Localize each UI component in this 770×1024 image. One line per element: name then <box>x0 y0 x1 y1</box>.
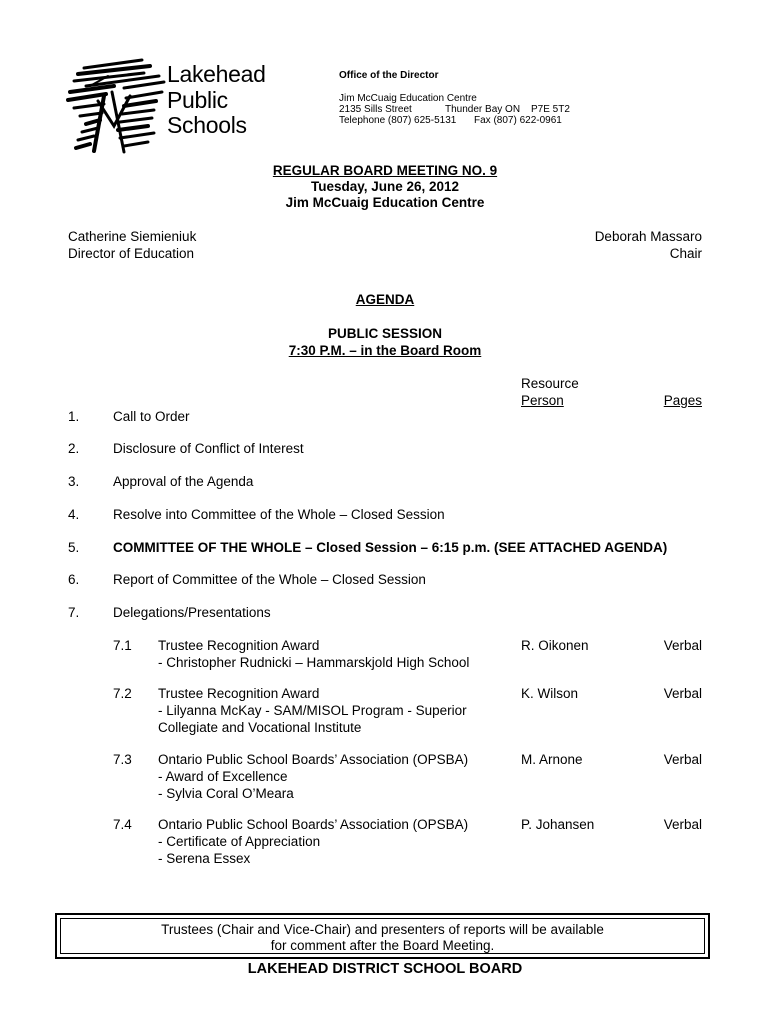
item-number: 3. <box>68 474 80 489</box>
subitem-person: R. Oikonen <box>521 638 589 653</box>
director-name: Catherine Siemieniuk <box>68 229 197 244</box>
item-number: 2. <box>68 441 80 456</box>
subitem-line: Ontario Public School Boards’ Association (OPSBA) <box>158 817 469 832</box>
resource-header: Resource <box>521 376 579 391</box>
subitem-line: - Serena Essex <box>158 851 251 866</box>
item-number: 4. <box>68 507 80 522</box>
item-text: Approval of the Agenda <box>113 474 254 489</box>
subitem-pages: Verbal <box>663 686 702 701</box>
street: 2135 Sills Street <box>339 104 412 115</box>
subitem-line: - Sylvia Coral O’Meara <box>158 786 294 801</box>
meeting-location: Jim McCuaig Education Centre <box>285 195 485 210</box>
notice-line: Trustees (Chair and Vice-Chair) and presenters of reports will be available <box>161 922 604 937</box>
logo-line: Schools <box>167 112 247 138</box>
notice-box <box>55 913 710 959</box>
subitem-line: Trustee Recognition Award <box>158 638 320 653</box>
item-text: Call to Order <box>113 409 190 424</box>
subitem-number: 7.1 <box>113 638 132 653</box>
meeting-title: REGULAR BOARD MEETING NO. 9 <box>272 163 498 178</box>
session-time: 7:30 P.M. – in the Board Room <box>288 343 482 358</box>
subitem-text <box>158 751 498 802</box>
notice-line: for comment after the Board Meeting. <box>270 938 495 953</box>
chair-block <box>595 228 702 262</box>
subitem-line: Collegiate and Vocational Institute <box>158 720 362 735</box>
item-number: 6. <box>68 572 80 587</box>
star-brush-logo-icon <box>64 56 169 158</box>
fax: Fax (807) 622-0961 <box>474 115 562 126</box>
subitem-person: M. Arnone <box>521 752 583 767</box>
item-text: Report of Committee of the Whole – Closed Session <box>113 572 426 587</box>
director-block <box>68 228 196 262</box>
subitem-line: - Certificate of Appreciation <box>158 834 321 849</box>
subitem-pages: Verbal <box>663 817 702 832</box>
subitem-number: 7.4 <box>113 817 132 832</box>
session-name: PUBLIC SESSION <box>327 326 443 341</box>
office-address-block <box>339 70 570 126</box>
school-board-logo <box>64 56 274 158</box>
subitem-pages: Verbal <box>663 752 702 767</box>
subitem-line: Ontario Public School Boards’ Association (OPSBA) <box>158 752 469 767</box>
logo-wordmark <box>167 62 266 139</box>
item-text: Disclosure of Conflict of Interest <box>113 441 304 456</box>
contact-row <box>339 115 570 126</box>
postal-code: P7E 5T2 <box>531 104 570 115</box>
pages-header: Pages <box>663 393 702 408</box>
item-number: 5. <box>68 540 80 555</box>
item-number: 1. <box>68 409 80 424</box>
logo-line: Public <box>167 86 228 113</box>
telephone: Telephone (807) 625-5131 <box>339 115 457 126</box>
subitem-text <box>158 637 498 671</box>
footer-board-name: LAKEHEAD DISTRICT SCHOOL BOARD <box>247 961 523 977</box>
resource-person-header <box>521 375 579 409</box>
subitem-number: 7.2 <box>113 686 132 701</box>
chair-role: Chair <box>669 246 702 261</box>
item-text: COMMITTEE OF THE WHOLE – Closed Session – 6:15 p.m. (SEE ATTACHED AGENDA) <box>113 540 668 555</box>
subitem-person: K. Wilson <box>521 686 579 701</box>
subitem-line: - Award of Excellence <box>158 769 288 784</box>
address-name: Jim McCuaig Education Centre <box>339 93 477 104</box>
logo-line: Lakehead <box>167 61 266 87</box>
meeting-title-block <box>0 163 770 211</box>
subitem-line: - Christopher Rudnicki – Hammarskjold High School <box>158 655 470 670</box>
session-heading <box>0 325 770 359</box>
agenda-heading-text: AGENDA <box>355 292 415 307</box>
subitem-text <box>158 816 498 867</box>
address-street-row <box>339 104 570 115</box>
city: Thunder Bay ON <box>445 104 521 115</box>
meeting-date: Tuesday, June 26, 2012 <box>310 179 460 194</box>
item-text: Resolve into Committee of the Whole – Closed Session <box>113 507 445 522</box>
subitem-person: P. Johansen <box>521 817 595 832</box>
subitem-text <box>158 685 498 736</box>
person-header: Person <box>521 393 564 408</box>
director-role: Director of Education <box>68 246 195 261</box>
item-number: 7. <box>68 605 80 620</box>
subitem-number: 7.3 <box>113 752 132 767</box>
office-title: Office of the Director <box>339 70 439 81</box>
subitem-pages: Verbal <box>663 638 702 653</box>
chair-name: Deborah Massaro <box>594 229 702 244</box>
agenda-heading <box>0 292 770 307</box>
subitem-line: - Lilyanna McKay - SAM/MISOL Program - Superior <box>158 703 467 718</box>
subitem-line: Trustee Recognition Award <box>158 686 320 701</box>
notice-inner-border <box>60 918 705 954</box>
item-text: Delegations/Presentations <box>113 605 271 620</box>
